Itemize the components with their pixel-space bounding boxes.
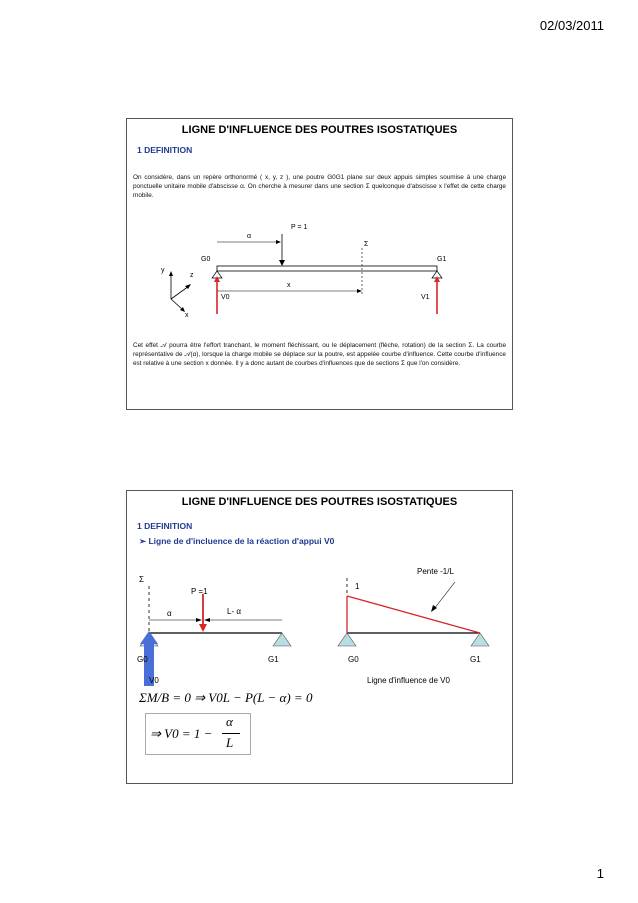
page-number: 1 [596, 866, 604, 881]
load-label: P =1 [191, 587, 208, 596]
x-dim-label: x [287, 282, 291, 289]
slide-definition [126, 118, 513, 410]
sigma-label: Σ [364, 241, 369, 248]
peak-label: 1 [355, 582, 360, 591]
page-date: 02/03/2011 [539, 18, 604, 33]
result-numerator: α [226, 714, 233, 729]
alpha-label: α [247, 233, 252, 240]
fraction-bar [222, 733, 240, 734]
load-label: P = 1 [291, 224, 308, 231]
conclusion-paragraph: Cet effet 𝒜 pourra être l'effort tranchant, le moment fléchissant, ou le déplacement (flèche, rotation) de la section Σ. La courbe représentative de 𝒜(α), lorsque la charge mobile se déplace sur la poutre, est appelée courbe d'influence. Cette courbe d'influence est relative à une section x donnée. Il y a donc autant de courbes d'influences que de sections Σ que l'on considère. [133, 342, 506, 367]
g1-label: G1 [470, 655, 481, 664]
result-box [145, 713, 251, 755]
slide-title: LIGNE D'INFLUENCE DES POUTRES ISOSTATIQUES [181, 124, 458, 136]
section-heading: 1 DEFINITION [137, 521, 193, 531]
g0-label: G0 [201, 256, 211, 263]
axis-x-label: x [185, 312, 189, 319]
v0-label: V0 [149, 676, 159, 685]
bullet-item: ➢ Ligne de d'incluence de la réaction d'appui V0 [139, 536, 335, 546]
v0-label: V0 [221, 294, 230, 301]
intro-paragraph: On considère, dans un repère orthonormé ( x, y, z ), une poutre G0G1 plane sur deux appuis simples soumise à une charge ponctuelle unitaire mobile d'abscisse α. On cherche à mesurer dans une section Σ quelconque d'abscisse x l'effet de cette charge mobile. [133, 174, 506, 199]
moment-equation: ΣM/B = 0 ⇒ V0L − P(L − α) = 0 [139, 690, 313, 705]
g0-label: G0 [348, 655, 359, 664]
g0-label: G0 [137, 655, 148, 664]
axis-z-label: z [190, 272, 194, 279]
g1-label: G1 [268, 655, 279, 664]
alpha-label: α [167, 609, 172, 618]
sigma-label: Σ [139, 575, 144, 584]
influence-line-diagram [327, 566, 512, 666]
v1-label: V1 [421, 294, 430, 301]
axis-y-label: y [161, 267, 165, 274]
bullet-text: Ligne de d'incluence de la réaction d'appui V0 [148, 536, 335, 546]
slide-influence-v0 [126, 490, 513, 784]
g1-label: G1 [437, 256, 447, 263]
slide-title: LIGNE D'INFLUENCE DES POUTRES ISOSTATIQUES [181, 496, 458, 508]
influence-caption: Ligne d'influence de V0 [367, 676, 450, 685]
remainder-label: L- α [227, 607, 241, 616]
slope-label: Pente -1/L [417, 567, 454, 576]
result-lhs: ⇒ V0 = 1 − [150, 726, 213, 741]
result-denominator: L [226, 735, 234, 750]
section-heading: 1 DEFINITION [137, 145, 193, 155]
